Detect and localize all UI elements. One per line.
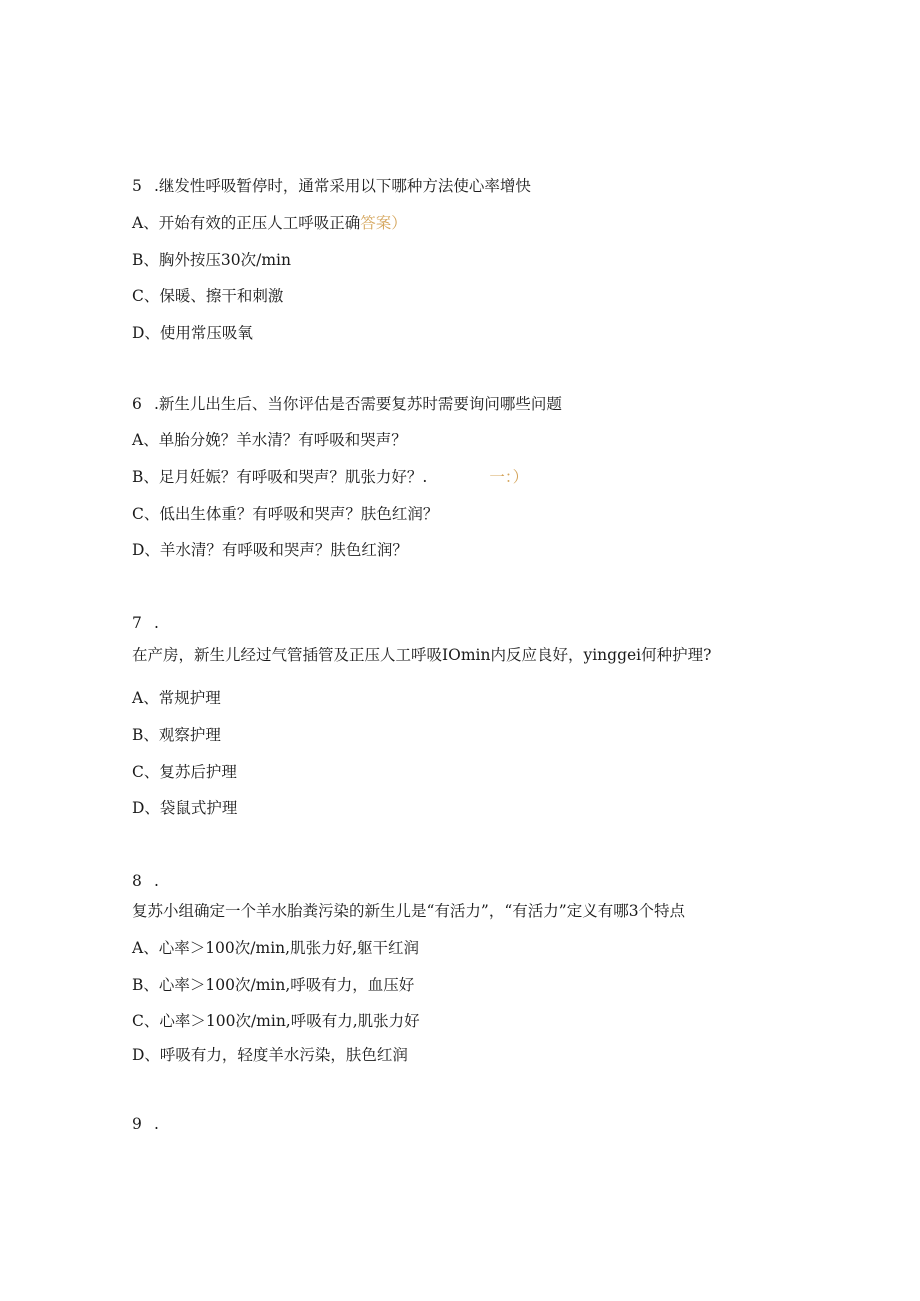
question-7-number: 7 [132, 614, 142, 632]
question-5-answer-note: 答案） [360, 214, 407, 232]
question-8-option-d: D、呼吸有力，轻度羊水污染，肤色红润 [132, 1046, 408, 1064]
question-6-text: .新生儿出生后、当你评估是否需要复苏时需要询问哪些问题 [154, 395, 562, 413]
question-5-number: 5 [132, 177, 142, 195]
question-5-option-c: C、保暖、擦干和刺激 [132, 287, 284, 305]
question-7-option-a: A、常规护理 [132, 689, 221, 707]
question-8-number-line [132, 871, 159, 891]
question-6-option-b [132, 467, 528, 487]
question-8-option-b: B、心率＞100次/min,呼吸有力，血压好 [132, 976, 415, 994]
question-6-option-a: A、单胎分娩？羊水清？有呼吸和哭声？ [132, 431, 407, 449]
question-8-dot: . [154, 872, 159, 890]
question-6-stem [132, 394, 562, 414]
question-5-option-a-text: A、开始有效的正压人工呼吸正确 [132, 214, 361, 232]
question-6-answer-note: 一：） [489, 468, 529, 486]
question-5-option-a [132, 213, 407, 233]
question-9-number: 9 [132, 1115, 142, 1133]
question-7-dot: . [154, 614, 159, 632]
question-7-text: 在产房，新生儿经过气管插管及正压人工呼吸IOmin内反应良好，yinggei何种护理? [132, 646, 712, 664]
question-7-option-d: D、袋鼠式护理 [132, 799, 238, 817]
question-5-stem [132, 176, 531, 196]
question-6-option-b-text: B、足月妊娠？有呼吸和哭声？肌张力好？. [132, 468, 428, 486]
question-5-option-b: B、胸外按压30次/min [132, 251, 291, 269]
question-5-option-d: D、使用常压吸氧 [132, 324, 253, 342]
question-7-option-b: B、观察护理 [132, 726, 221, 744]
question-7-number-line [132, 613, 159, 633]
question-7-option-c: C、复苏后护理 [132, 763, 237, 781]
question-9-dot: . [154, 1115, 159, 1133]
question-8-text: 复苏小组确定一个羊水胎粪污染的新生儿是“有活力”，“有活力”定义有哪3个特点 [132, 902, 686, 920]
question-8-number: 8 [132, 872, 142, 890]
question-8-option-c: C、心率＞100次/min,呼吸有力,肌张力好 [132, 1012, 420, 1030]
question-6-option-d: D、羊水清？有呼吸和哭声？肤色红润？ [132, 541, 408, 559]
question-6-option-c: C、低出生体重？有呼吸和哭声？肤色红润？ [132, 505, 439, 523]
question-9-number-line [132, 1114, 159, 1134]
question-8-option-a: A、心率＞100次/min,肌张力好,躯干红润 [132, 939, 419, 957]
question-6-number: 6 [132, 395, 142, 413]
question-5-text: .继发性呼吸暂停时，通常采用以下哪种方法使心率增快 [154, 177, 531, 195]
